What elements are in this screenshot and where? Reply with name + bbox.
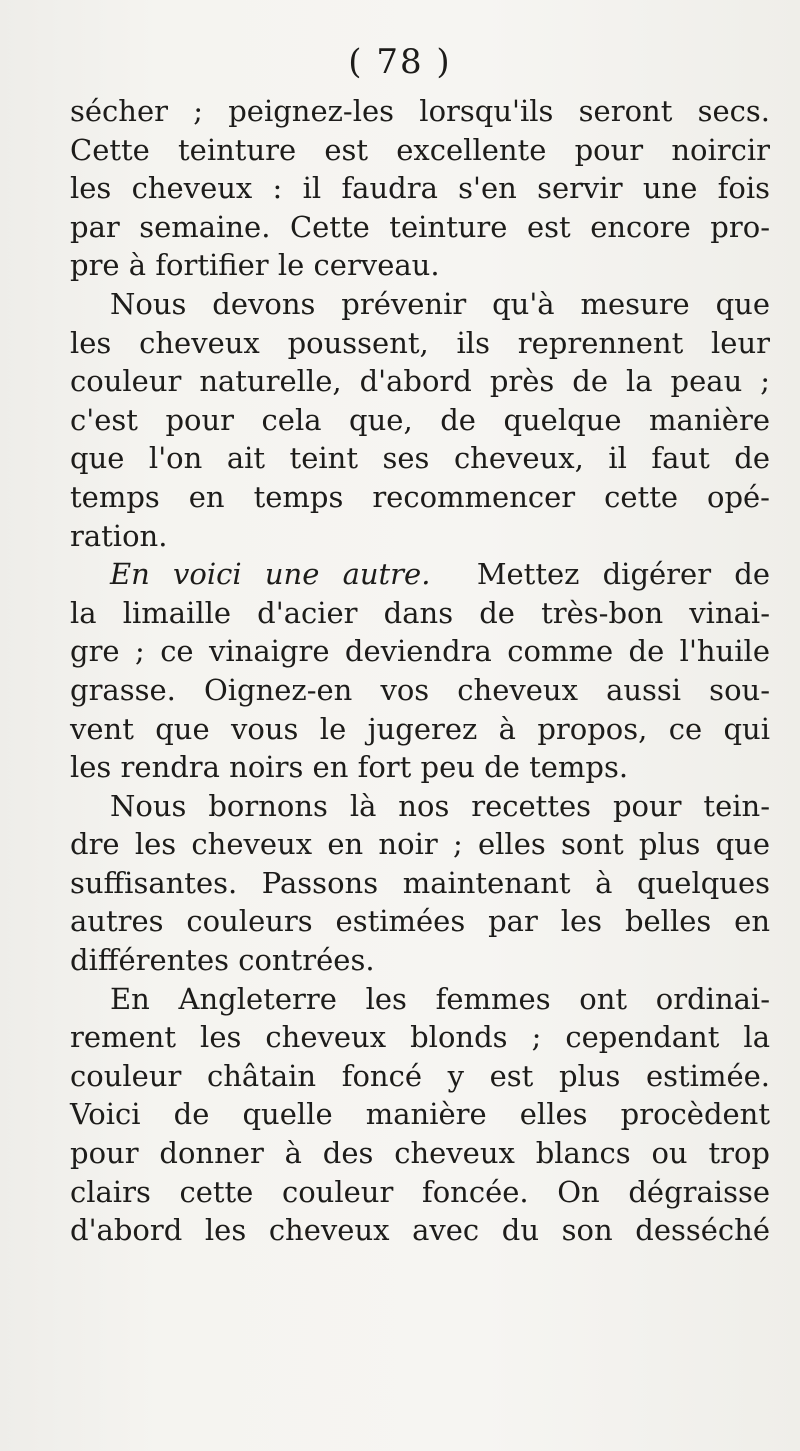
text-line: ration. [70, 518, 168, 553]
italic-lead-text: En voici une autre. [110, 557, 431, 592]
text-line: gre ; ce vinaigre deviendra comme de l'huile [70, 634, 770, 669]
text-line: Voici de quelle manière elles procèdent [70, 1097, 770, 1132]
text-line: les rendra noirs en fort peu de temps. [70, 750, 629, 785]
text-line: que l'on ait teint ses cheveux, il faut de [70, 441, 770, 476]
page-number: ( 78 ) [348, 42, 452, 82]
text-line: différentes contrées. [70, 943, 375, 978]
text-line: les cheveux : il faudra s'en servir une fois [70, 171, 770, 206]
text-line: c'est pour cela que, de quelque manière [70, 402, 770, 437]
text-line: temps en temps recommencer cette opé- [70, 479, 770, 514]
text-line: grasse. Oignez-en vos cheveux aussi sou- [70, 672, 770, 707]
text-line: couleur châtain foncé y est plus estimée. [70, 1058, 770, 1093]
text-line: Nous devons prévenir qu'à mesure que [110, 286, 770, 321]
text-line: Nous bornons là nos recettes pour tein- [110, 788, 770, 823]
text-line: pour donner à des cheveux blancs ou trop [70, 1136, 770, 1171]
text-line: autres couleurs estimées par les belles en [70, 904, 770, 939]
text-line: la limaille d'acier dans de très-bon vinai- [70, 595, 770, 630]
text-line: Cette teinture est excellente pour noircir [70, 132, 770, 167]
text-line: rement les cheveux blonds ; cependant la [70, 1020, 770, 1055]
text-line: dre les cheveux en noir ; elles sont plus que [70, 827, 770, 862]
text-line: En Angleterre les femmes ont ordinai- [110, 981, 770, 1016]
text-line: suffisantes. Passons maintenant à quelques [70, 865, 770, 900]
text-line: clairs cette couleur foncée. On dégraisse [70, 1174, 770, 1209]
text-line: vent que vous le jugerez à propos, ce qui [70, 711, 770, 746]
text-line: pre à fortifier le cerveau. [70, 248, 440, 283]
text-line-rest: Mettez digérer de [476, 557, 770, 592]
text-line: les cheveux poussent, ils reprennent leur [70, 325, 770, 360]
text-line: couleur naturelle, d'abord près de la peau ; [70, 364, 770, 399]
text-line: par semaine. Cette teinture est encore pro- [70, 209, 770, 244]
text-line-with-italic-lead [70, 555, 770, 594]
page-body-text [70, 92, 770, 1250]
text-line: sécher ; peignez-les lorsqu'ils seront secs. [70, 94, 770, 128]
text-line: d'abord les cheveux avec du son desséché [70, 1213, 770, 1248]
